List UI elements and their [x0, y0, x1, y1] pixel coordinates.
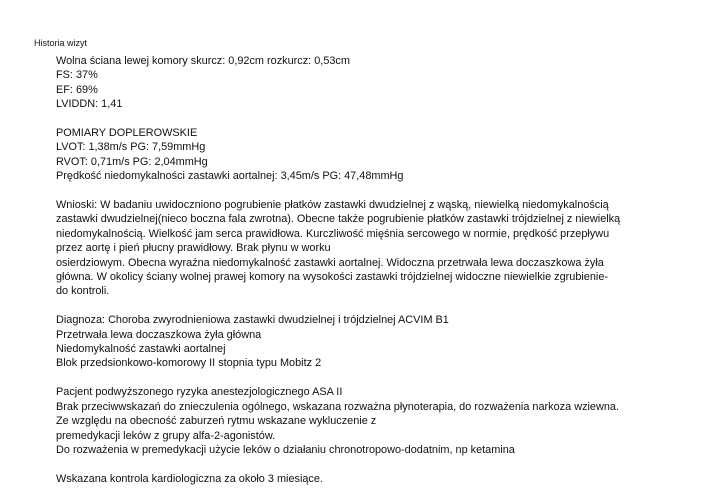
diagnosis-line: Niedomykalność zastawki aortalnej — [56, 343, 226, 356]
anesthesia-line: Pacjent podwyższonego ryzyka anestezjologicznego ASA II — [56, 386, 343, 399]
spacer — [56, 184, 672, 198]
conclusion-line: do kontroli. — [56, 285, 110, 298]
anesthesia-line: Brak przeciwwskazań do znieczulenia ogólnego, wskazana rozważna płynoterapia, do rozważenia narkoza wziewna. — [56, 400, 619, 413]
follow-up-line: Wskazana kontrola kardiologiczna za około 3 miesiące. — [56, 472, 323, 485]
diagnosis — [56, 313, 672, 371]
echo-line: LVIDDN: 1,41 — [56, 98, 123, 111]
doppler-line: LVOT: 1,38m/s PG: 7,59mmHg — [56, 141, 206, 154]
spacer — [56, 112, 672, 126]
doppler-heading: POMIARY DOPLEROWSKIE — [56, 127, 198, 140]
conclusions — [56, 198, 672, 299]
follow-up — [56, 472, 672, 486]
conclusion-line: osierdziowym. Obecna wyraźna niedomykalność zastawki aortalnej. Widoczna przetrwała lewa doczaszkowa żyła — [56, 256, 604, 269]
doppler-line: RVOT: 0,71m/s PG: 2,04mmHg — [56, 155, 208, 168]
diagnosis-line: Diagnoza: Choroba zwyrodnieniowa zastawki dwudzielnej i trójdzielnej ACVIM B1 — [56, 314, 449, 327]
conclusion-line: zastawki dwudzielnej(nieco boczna fala zwrotna). Obecne także pogrubienie płatków zastawki trójdzielnej z niewielką — [56, 213, 621, 226]
conclusion-line: Wnioski: W badaniu uwidoczniono pogrubienie płatków zastawki dwudzielnej z wąską, niewielką niedomykalnością — [56, 199, 609, 212]
anesthesia-line: Ze względu na obecność zaburzeń rytmu wskazane wykluczenie z — [56, 415, 377, 428]
doppler-line: Prędkość niedomykalności zastawki aortalnej: 3,45m/s PG: 47,48mmHg — [56, 170, 404, 183]
echo-line: EF: 69% — [56, 83, 98, 96]
conclusion-line: przez aortę i pień płucny prawidłowy. Brak płynu w worku — [56, 242, 331, 255]
spacer — [56, 299, 672, 313]
section-title: Historia wizyt — [34, 38, 88, 48]
conclusion-line: główna. W okolicy ściany wolnej prawej komory na wysokości zastawki trójdzielnej widoczne niewielkie zgrubienie- — [56, 271, 609, 284]
anesthesia-notes — [56, 385, 672, 457]
anesthesia-line: Do rozważenia w premedykacji użycie leków o działaniu chronotropowo-dodatnim, np ketamina — [56, 443, 515, 456]
doppler-measurements — [56, 126, 672, 184]
echo-line: FS: 37% — [56, 69, 98, 82]
spacer — [56, 371, 672, 385]
spacer — [56, 457, 672, 471]
diagnosis-line: Blok przedsionkowo-komorowy II stopnia typu Mobitz 2 — [56, 357, 322, 370]
conclusion-line: niedomykalnością. Wielkość jam serca prawidłowa. Kurczliwość mięśnia sercowego w normie, prędkość przepływu — [56, 227, 610, 240]
echo-line: Wolna ściana lewej komory skurcz: 0,92cm rozkurcz: 0,53cm — [56, 55, 350, 67]
visit-notes — [56, 54, 672, 486]
anesthesia-line: premedykacji leków z grupy alfa-2-agonistów. — [56, 429, 276, 442]
echo-measurements — [56, 54, 672, 112]
diagnosis-line: Przetrwała lewa doczaszkowa żyła główna — [56, 328, 262, 341]
